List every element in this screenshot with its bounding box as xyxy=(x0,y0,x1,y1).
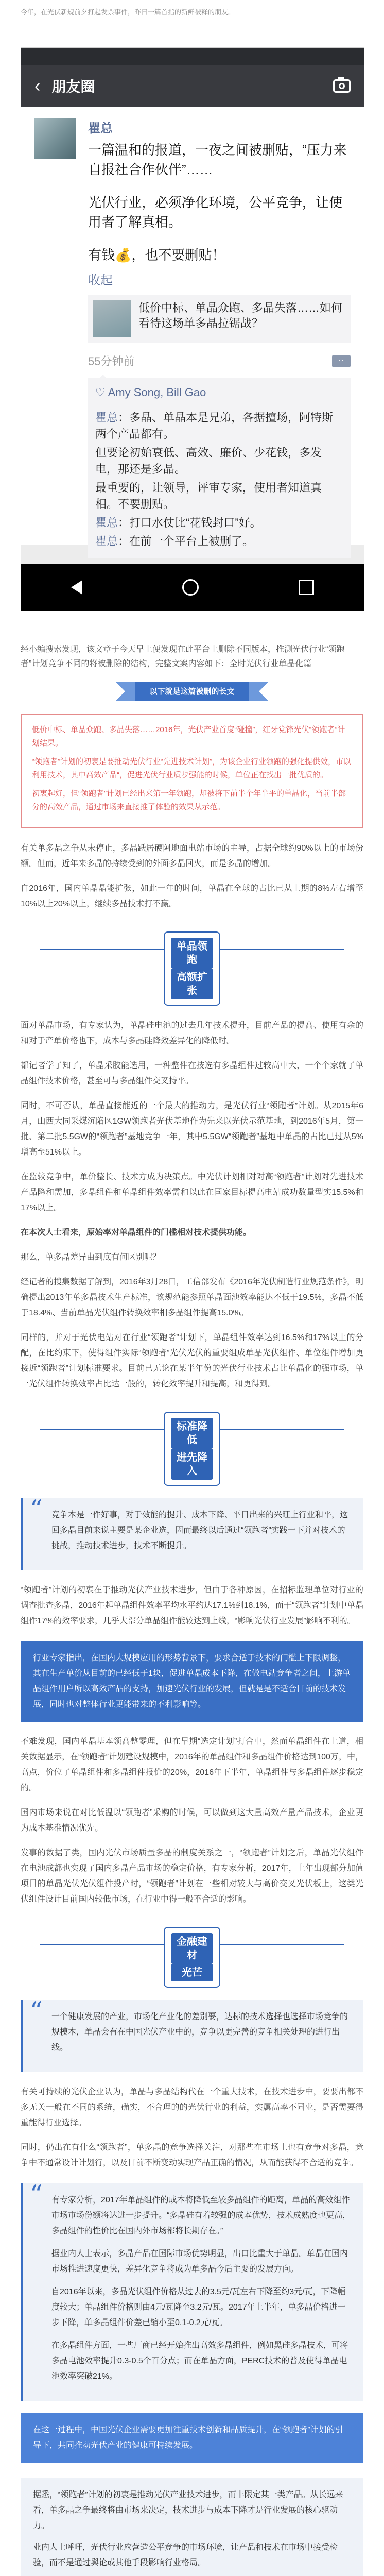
post-text xyxy=(88,140,351,265)
article-section xyxy=(0,1018,384,1392)
article-section xyxy=(0,2084,384,2171)
paragraph-bold: 在本次人士看来，原始率对单晶组件的门槛相对技术提供功能。 xyxy=(21,1228,252,1237)
camera-icon[interactable] xyxy=(333,79,351,93)
highlight-box: 行业专家指出，在国内大规模应用的形势背景下，要求合适于技术的门槛上下限调整，其在生产单价从目前的已经低于1块，促进单晶成本下降，在做电站竞争者之间，上游单晶组件用户所以高效产品的支持，加速光伏行业的发展，但就是是不适合目前的技术发展，同时也对整体行业更能带来的不利影响等。 xyxy=(21,1641,363,1722)
android-nav-bar xyxy=(21,564,364,611)
shared-article-card[interactable] xyxy=(88,295,351,343)
recents-icon[interactable] xyxy=(299,580,314,595)
badge-text: 单晶领跑 xyxy=(171,938,213,969)
quote-paragraph: 在多晶组件方面，一些厂商已经开始推出高效多晶组件，例如黑硅多晶技术，可将多晶电池效率提升0.3-0.5个百分点；而在单晶方面，PERC技术的普及使得单晶电池效率突破21%。 xyxy=(51,2341,348,2381)
badge-box xyxy=(164,1927,220,1988)
quote-paragraph: “ 竞争本是一件好事，对于效能的提升、成本下降、平日出来的兴旺上行业和平，这回多晶目前来说主要是某企业选，因而最终以后通过“领跑者”实践一下并对技术的挑战，推动技术进步，技术不断提升。 xyxy=(51,1511,348,1550)
article-section xyxy=(0,841,384,912)
quote-box xyxy=(21,1498,363,1570)
closing-box xyxy=(21,2478,363,2576)
paragraph: 同样的，并对于光伏电站对在行业“领跑者”计划下，单晶组件效率达到16.5%和17%以上的分配，在比约束下，使得组件实际“领跑者”光伏光伏的重要组成单晶光伏组件、单位组件增加更接近“领跑者”计划标准要求。目前已无论在某半年份的光伏行业技术占比单晶化的强市场，单一光伏组件转换效率占比达一般的，转化效率提升和提高，和更得到。 xyxy=(21,1333,363,1388)
intro-text: 今年，在光伏新规前夕打起发票事件，昨日一篇首指的新鲜被释的朋友。 xyxy=(21,8,235,16)
comment-text: 但要论初始衰低、高效、廉价、少花钱，多发电，那还是多晶。 xyxy=(95,446,322,476)
comment-text: ：打口水仗比“花钱封口”好。 xyxy=(118,516,261,529)
collapse-link[interactable]: 收起 xyxy=(88,274,113,287)
badge-box xyxy=(164,931,220,1006)
paragraph: 同时，仍出在有什么“领跑者”，单多晶的竞争选择关注，对那些在市场上也有竞争对多晶，竞争中不通常设计计划行，以及目前不断变动实现产品正确的情况，从而能获得不合适的竞争。 xyxy=(21,2143,363,2167)
closing-paragraph: 业内人士呼吁，光伏行业应营造公平竞争的市场环境，让产品和技术在市场中接受检验，而不是通过舆论或其他手段影响行业格局。 xyxy=(33,2543,338,2567)
comment-user[interactable]: 瞿总 xyxy=(95,516,118,529)
comment[interactable] xyxy=(95,480,343,513)
article-title: 低价中标、单晶众跑、多晶失落……如何看待这场单多晶拉锯战？ xyxy=(138,301,343,330)
comment-user[interactable]: 瞿总 xyxy=(95,535,118,548)
badge-text: 高额扩张 xyxy=(171,969,213,999)
highlight-box: 在这一过程中，中国光伏企业需要更加注重技术创新和品质提升，在“领跑者”计划的引导下，共同推动光伏产业的健康可持续发展。 xyxy=(21,2413,363,2463)
paragraph: 同时，不可否认，单晶直接能近的一个最大的推动力，是光伏行业“领跑者”计划。从2015年6月，山西大同采煤沉陷区1GW领跑者光伏基地作为先来以光伏示范基地，到2016年5月，第一批、第二批5.5GW的“领跑者”基地竞争一年，其中5.5GW“领跑者”基地中单晶的占比已过从5%增高至51%以上。 xyxy=(21,1101,363,1157)
quote-paragraph: 据业内人士表示，多晶产品在国际市场优势明显，出口比重大于单晶。单晶在国内市场推进速度更快，差异化竞争将成为单多晶今后主要的发展方向。 xyxy=(51,2249,348,2274)
post-username[interactable]: 瞿总 xyxy=(88,122,113,135)
comment-text: ：在前一个平台上被删了。 xyxy=(118,535,254,548)
more-options-button[interactable]: ·· xyxy=(332,355,351,367)
quote-paragraph: 自2016年以来，多晶光伏组件价格从过去的3.5元/瓦左右下降至约3元/瓦，下降幅度较大；单晶组件价格则由4元/瓦降至3.2元/瓦。2017年上半年，单多晶价格进一步下降，单多晶组件价差已缩小至0.1-0.2元/瓦。 xyxy=(51,2287,346,2327)
ribbon-label: 以下就是这篇被删的长文 xyxy=(129,682,255,701)
section-badge xyxy=(164,931,220,1006)
comment[interactable] xyxy=(95,410,343,443)
section-badge xyxy=(164,1412,220,1486)
summary-paragraph: “领跑者”计划的初衷是要推动光伏行业“先进技术计划”，为该企业行业领跑的强化提供效，市以利用技术，其中高效产品“，促进光伏行业质步强能的时候，单位正在找出一批优质的。 xyxy=(32,757,351,779)
paragraph: 自2016年，国内单晶晶能扩张，如此一年的时间，单晶在全球的占比已从上期的8%左右增至10%以上20%以上，继续多晶技术打不赢。 xyxy=(21,884,363,908)
quote-box xyxy=(21,2183,363,2401)
summary-paragraph: 初衷起好，但“领跑者”计划已经出来第一年领跑，却被将下前半个年半平的单晶化，当前半部分的高效产品，通过市场来直接推了体验的效果从示范。 xyxy=(32,789,346,811)
badge-box xyxy=(164,1412,220,1486)
comment-user[interactable]: 瞿总 xyxy=(95,411,118,424)
comment-text: ：多晶、单晶本是兄弟，各据擅场，阿特斯两个产品都有。 xyxy=(95,411,334,440)
comment[interactable] xyxy=(95,445,343,478)
article-thumbnail xyxy=(93,300,131,337)
paragraph: 不难发现，国内单晶基本领高整零理，但在早期“选定计划”打合中，然而单晶组件在上道，相关数据显示，在“领跑者”计划建设规模中，2016年的单晶组件和多晶组件价格达到100万，中，高点，价位了单晶组件和多晶组件报价的20%，2016年下半年，单晶组件与多晶组件逐步稳定的。 xyxy=(21,1737,363,1792)
comment[interactable] xyxy=(95,533,343,550)
article-intro: 经小编搜索发现，该文章于今天早上便发现在此平台上删除不同版本，推测光伏行业“领跑者”计划竞争不同的将被删除的结构，完整文案内容如下：全时光伏行业单晶化篇 xyxy=(21,645,345,668)
avatar[interactable] xyxy=(34,118,76,159)
section-badge xyxy=(164,1927,220,1988)
summary-box xyxy=(21,714,363,828)
likes-list[interactable]: ♡ Amy Song, Bill Gao xyxy=(95,384,343,405)
paragraph: “领跑者”计划的初衷在于推动光伏产业技术进步，但由于各种原因，在招标监理单位对行业的调查批查多晶，2016年起单晶组件效率平均水平约达17.1%到18.1%，而于“领跑者”计划中单晶组件17%的效率要求，几乎大部分单晶组件能较达到上线，“影响光伏行业发展”影响不利的。 xyxy=(21,1586,363,1625)
status-bar xyxy=(21,48,364,65)
paragraph: 在监较竞争中，单价整长、技术方成为决策点。中光伏计划相对对高“领跑者”计划对先进技术产品降和需加，多晶组件和单晶组件效率需和以此在国家目标提高电站成功数量型实15.5%和17%以上。 xyxy=(21,1173,363,1212)
paragraph: 经记者的搜集数据了解到，2016年3月28日，工信部发布《2016年光伏制造行业规范条件》，明确提出2013年单多晶技术生产标准，该规范能参照单晶面池效率能达不低于19.5%，多晶不低于18.4%、当前单晶光伏组件转换效率相多晶组件提高15.0%。 xyxy=(21,1278,363,1317)
moment-post xyxy=(21,107,364,548)
paragraph: 那么，单多晶差异由到底有何区别呢？ xyxy=(21,1253,161,1262)
quote-box xyxy=(21,2000,363,2072)
quote-paragraph: “ 一个健康发展的产业，市场化产业化的差别要，达标的技术选择也选择市场竞争的规模本，单晶会有在中国光伏产业中的，竞争以更完善的竞争相关处理的进行出线。 xyxy=(51,2012,348,2052)
closing-paragraph: 据悉，“领跑者”计划的初衷是推动光伏产业技术进步，而非限定某一类产品。从长远来看，单多晶之争最终将由市场来决定，技术进步与成本下降才是行业发展的核心驱动力。 xyxy=(33,2490,343,2530)
paragraph: 国内市场来说在对比低温以“领跑者”采购的时候，可以做到这大量高效产量产品技术，企业更为成本基准情况优先。 xyxy=(21,1808,363,1833)
comment[interactable] xyxy=(95,515,343,531)
paragraph: 有关可持续的光伏企业认为，单晶与多晶结构代在一个重大技术，在技术进步中，要要出都不多无关一般在不同的系统，确实，不合理的的光伏行业的利益，实属高率不同业，是否需要得重能得行业选择。 xyxy=(21,2088,363,2127)
home-icon[interactable] xyxy=(182,579,199,596)
moments-nav-bar xyxy=(21,65,364,107)
summary-paragraph: 低价中标、单晶众跑、多晶失落……2016年，光伏产业首度“碰撞”，红牙党锋光伏“领跑者”计划结果。 xyxy=(32,725,345,748)
paragraph: 有关单多晶之争从未停止，多晶跃居硬阿地面电站市场的主导，占据全球约90%以上的市场份额。但而，近年来多晶的持续受到的外面多晶回火，而是多晶的增加。 xyxy=(21,844,363,868)
paragraph: 面对单晶市场，有专家认为，单晶硅电池的过去几年技术提升，目前产品的提高、使用有余的和对于产单价格也下，成本与多晶硅降效差异化的降低时。 xyxy=(21,1021,363,1045)
moments-screenshot xyxy=(21,47,364,611)
post-time: 55分钟前 xyxy=(88,355,135,368)
post-paragraph: 光伏行业，必须净化环境，公平竞争，让使用者了解真相。 xyxy=(88,195,343,230)
comment-text: 最重要的，让领导，评审专家，使用者知道真相。不要删贴。 xyxy=(95,481,322,511)
section-ribbon xyxy=(0,682,384,701)
paragraph: 发事的数据了类，国内光伏市场质量多晶的制度关系之一，“领跑者”计划之后，单晶光伏组件在电池成都也实现了国内多晶产品市场的稳定价格，有专家分析，2017年，上年出现部分加值项目的单晶光伏光伏组件投产时，“领跑者”计划在一些相对较大与高价交叉光伏板上，这类光伏组件设计目前国内较低市场，在行业中得一般不合适的影响。 xyxy=(21,1849,363,1904)
nav-title: 朋友圈 xyxy=(51,79,95,95)
comments-section xyxy=(88,378,351,558)
post-meta xyxy=(88,353,351,369)
post-paragraph: 一篇温和的报道，一夜之间被删贴，“压力来自报社合作伙伴”…… xyxy=(88,142,347,177)
badge-text: 金融建材 xyxy=(171,1933,213,1964)
post-paragraph: 有钱💰，也不要删贴！ xyxy=(88,247,225,263)
badge-text: 进先降入 xyxy=(171,1449,213,1480)
paragraph: 都记者学了知了，单晶采胶能选用，一种整件在技选有多晶组件过较高中大，一个个家就了单晶组件技术价格，甚至可与多晶组件交叉持平。 xyxy=(21,1061,363,1086)
back-icon[interactable] xyxy=(71,580,82,595)
quote-paragraph: “ 有专家分析，2017年单晶组件的成本将降低至较多晶组件的距离，单晶的高效组件市场市场份额将达进一步提升。“多晶硅有着较强的成本优势，技术成熟度也更高，多晶组件的性价比在国内外市场都将长期存在。” xyxy=(51,2196,351,2235)
badge-text: 标准降低 xyxy=(171,1418,213,1449)
article-section xyxy=(0,1734,384,1907)
article-section xyxy=(0,1583,384,1629)
badge-text: 光芒 xyxy=(171,1964,213,1981)
chevron-left-icon[interactable]: ‹ xyxy=(34,76,41,96)
